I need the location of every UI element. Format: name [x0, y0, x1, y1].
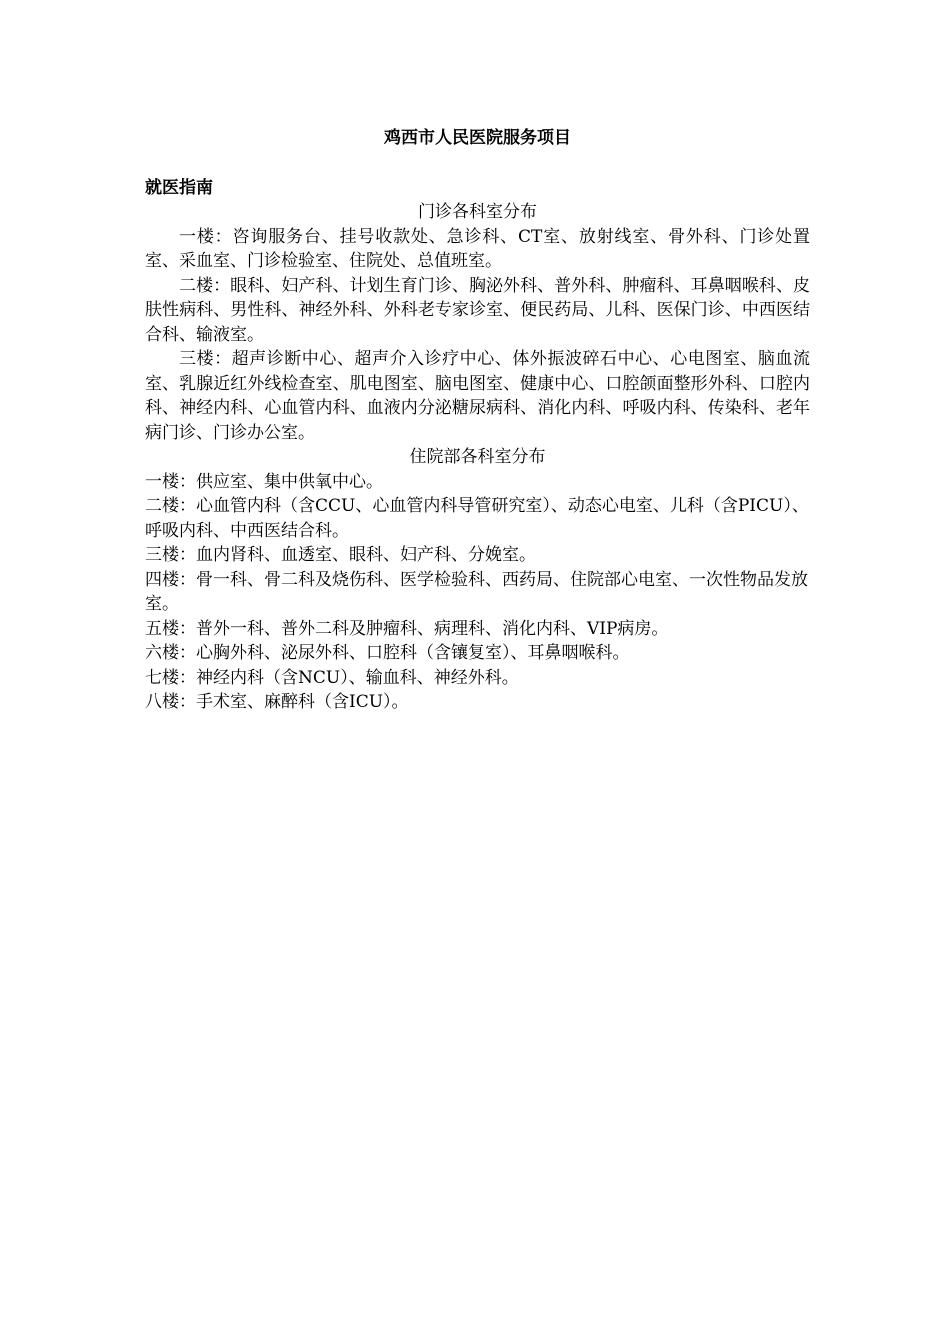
- document-title: 鸡西市人民医院服务项目: [384, 128, 571, 148]
- outpatient-floor-3: 三楼：超声诊断中心、超声介入诊疗中心、体外振波碎石中心、心电图室、脑血流室、乳腺近红外线检查室、肌电图室、脑电图室、健康中心、口腔颌面整形外科、口腔内科、神经内科、心血管内科、血液内分泌糖尿病科、消化内科、呼吸内科、传染科、老年病门诊、门诊办公室。: [145, 349, 810, 443]
- inpatient-floor-1: 一楼：供应室、集中供氧中心。: [145, 471, 383, 492]
- outpatient-heading: 门诊各科室分布: [418, 202, 537, 222]
- inpatient-floor-5: 五楼：普外一科、普外二科及肿瘤科、病理科、消化内科、VIP病房。: [145, 618, 669, 639]
- inpatient-floor-6: 六楼：心胸外科、泌尿外科、口腔科（含镶复室）、耳鼻咽喉科。: [145, 643, 630, 663]
- inpatient-floor-7: 七楼：神经内科（含NCU）、输血科、神经外科。: [145, 667, 519, 688]
- inpatient-floor-4: 四楼：骨一科、骨二科及烧伤科、医学检验科、西药局、住院部心电室、一次性物品发放室。: [145, 569, 808, 614]
- document-page: [145, 126, 810, 715]
- outpatient-floor-1: 一楼：咨询服务台、挂号收款处、急诊科、CT室、放射线室、骨外科、门诊处置室、采血室、门诊检验室、住院处、总值班室。: [145, 226, 810, 271]
- inpatient-heading: 住院部各科室分布: [409, 447, 546, 467]
- inpatient-floor-3: 三楼：血内肾科、血透室、眼科、妇产科、分娩室。: [145, 545, 536, 565]
- outpatient-floor-2: 二楼：眼科、妇产科、计划生育门诊、胸泌外科、普外科、肿瘤科、耳鼻咽喉科、皮肤性病科、男性科、神经外科、外科老专家诊室、便民药局、儿科、医保门诊、中西医结合科、输液室。: [145, 275, 810, 345]
- section-heading-guide: 就医指南: [145, 178, 213, 198]
- inpatient-floor-2: 二楼：心血管内科（含CCU、心血管内科导管研究室）、动态心电室、儿科（含PICU）、呼吸内科、中西医结合科。: [145, 496, 809, 541]
- inpatient-floor-8: 八楼：手术室、麻醉科（含ICU）。: [145, 692, 409, 712]
